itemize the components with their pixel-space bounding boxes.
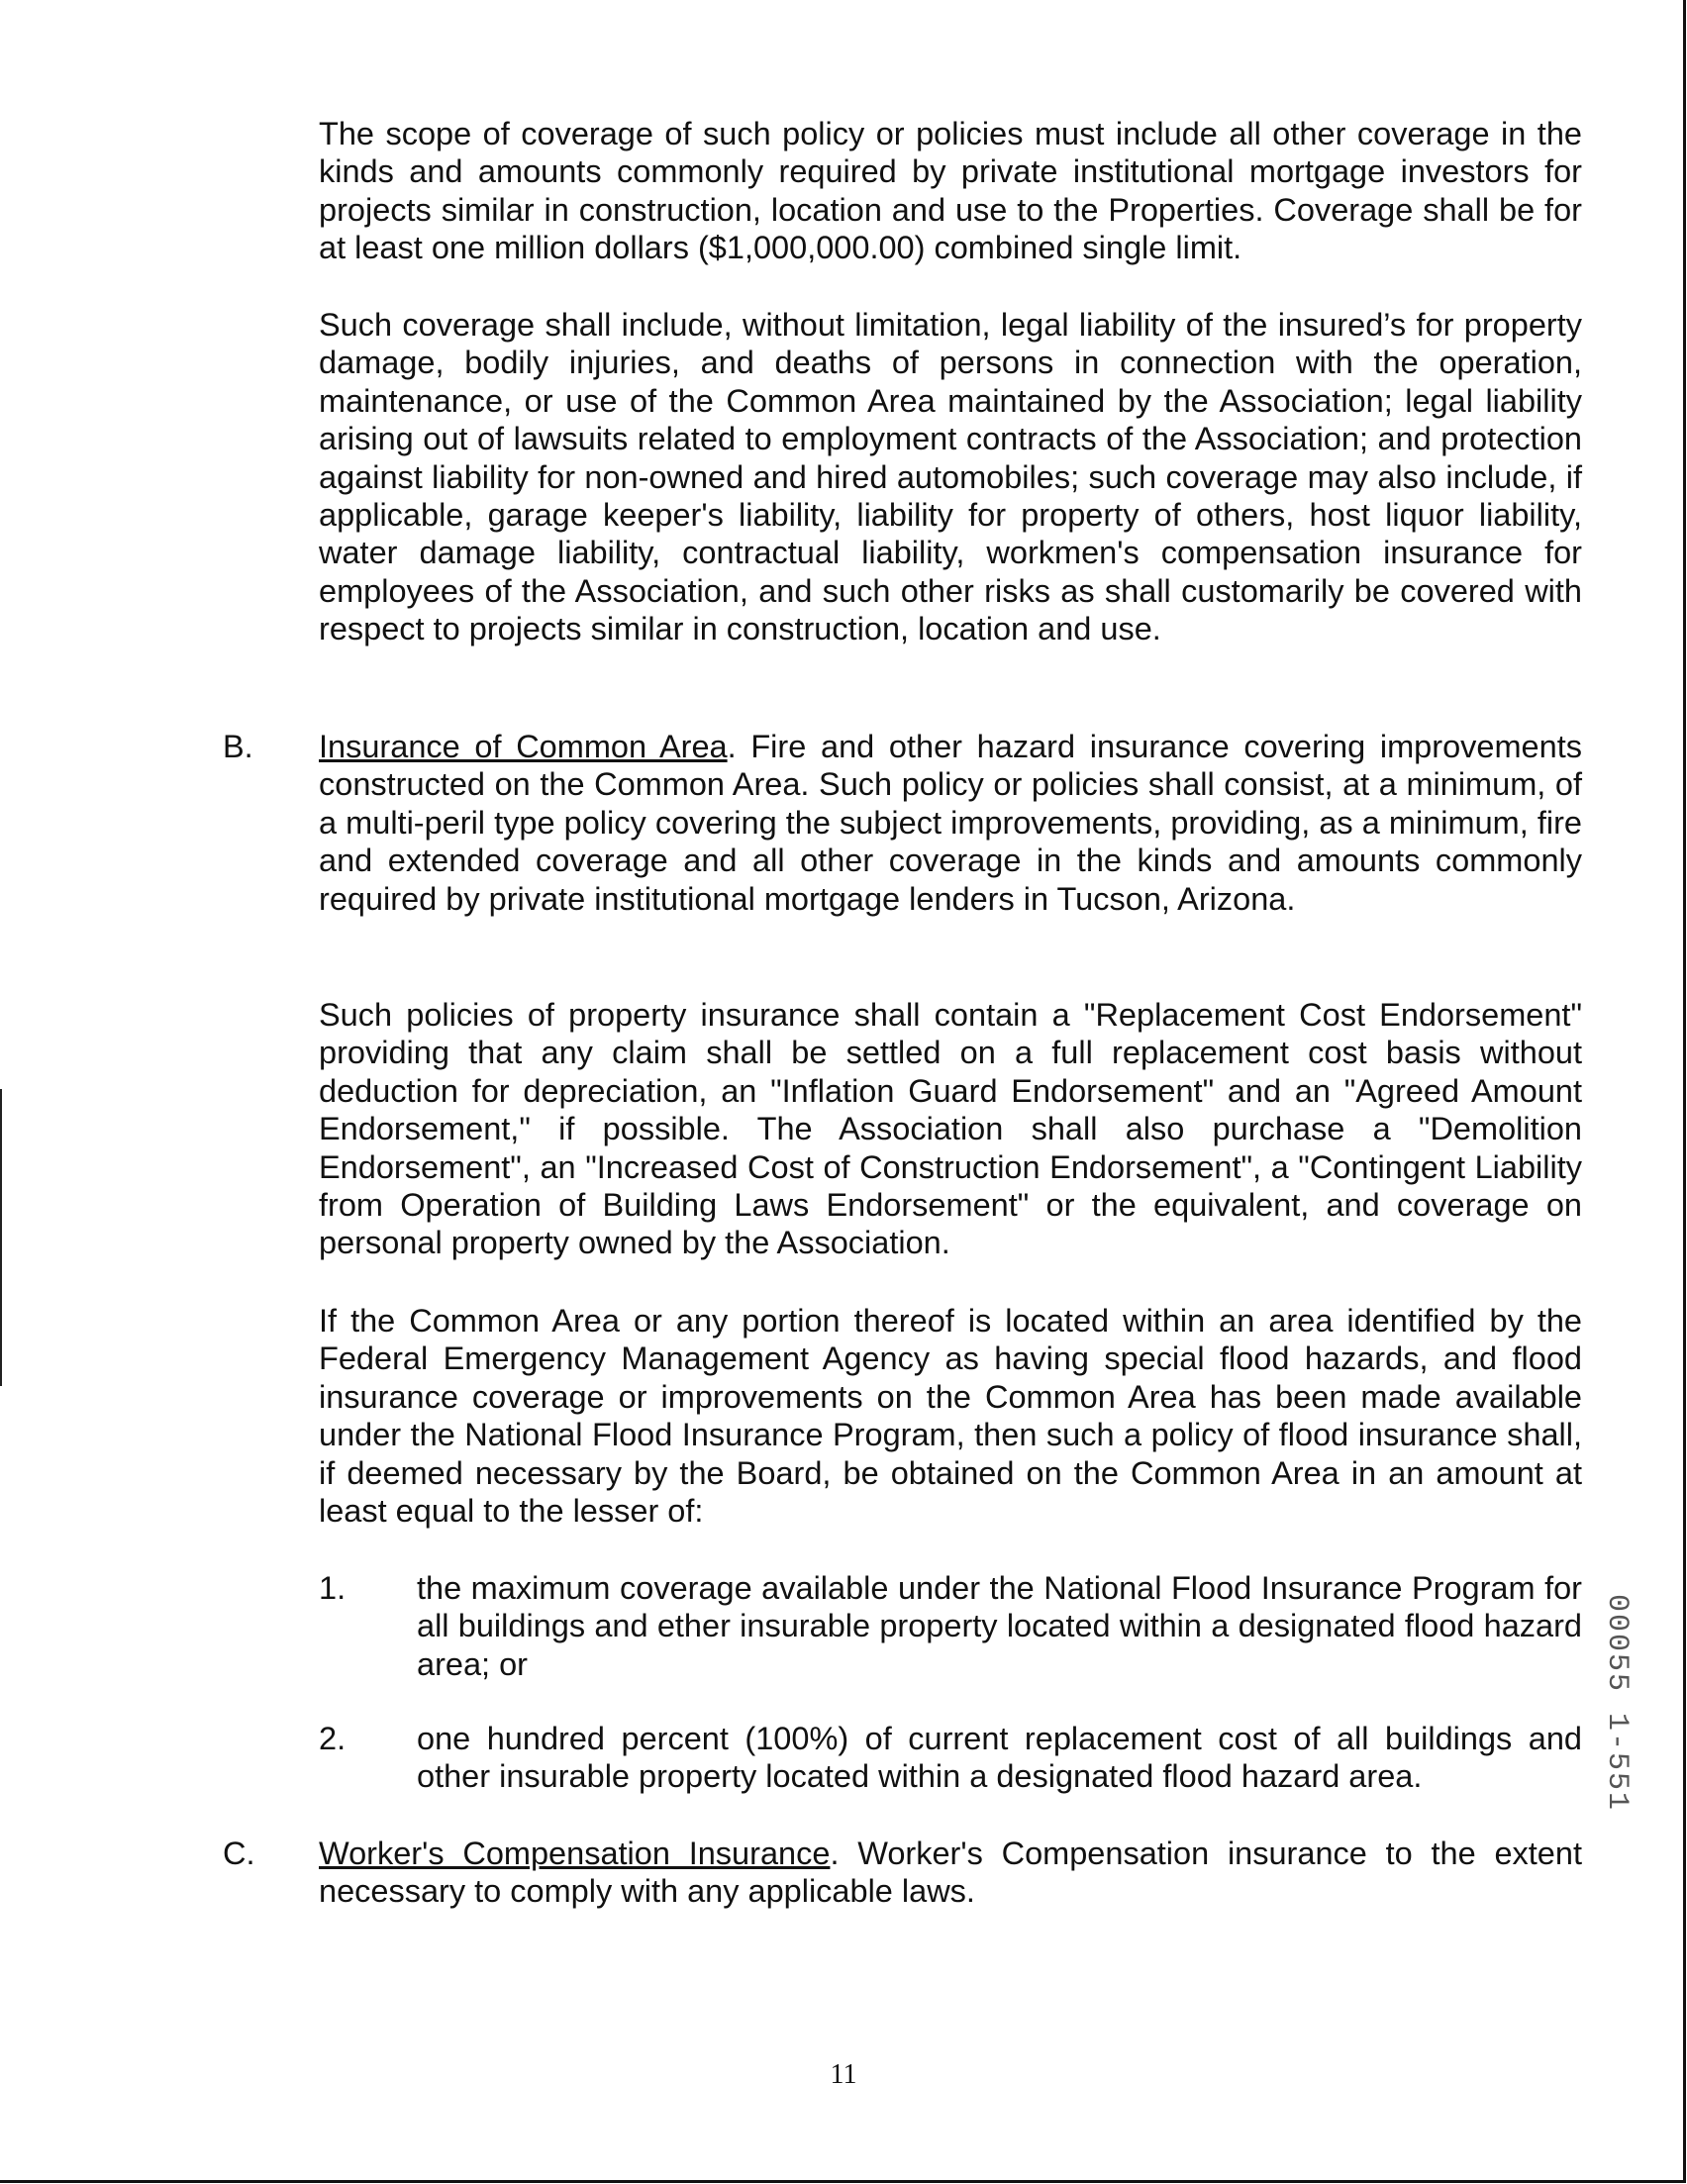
scan-edge-line <box>0 1089 2 1386</box>
section-c-paragraph <box>319 1835 1582 1911</box>
section-b-letter: B. <box>223 729 253 764</box>
section-c-heading: Worker's Compensation Insurance <box>319 1836 831 1871</box>
page-number: 11 <box>830 2059 857 2090</box>
section-b-heading: Insurance of Common Area <box>319 729 728 764</box>
section-c-text: . Worker's Compensation insurance to the extent necessary to comply with any applicable laws. <box>319 1836 1582 1910</box>
section-c-letter: C. <box>223 1836 255 1871</box>
list-item: one hundred percent (100%) of current replacement cost of all buildings and other insurable property located within a designated flood hazard area. <box>417 1721 1582 1795</box>
paragraph-replacement-cost: Such policies of property insurance shall contain a "Replacement Cost Endorsement" providing that any claim shall be settled on a full replacement cost basis without deduction for depreciation, an "Inflation Guard Endorsement" and an "Agreed Amount Endorsement," if possible. The Association shall also purchase a "Demolition Endorsement", an "Increased Cost of Construction Endorsement", a "Contingent Liability from Operation of Building Laws Endorsement" or the equivalent, and coverage on personal property owned by the Association. <box>319 997 1582 1261</box>
paragraph-coverage-scope: The scope of coverage of such policy or policies must include all other coverage in the kinds and amounts commonly required by private institutional mortgage investors for projects similar in construction, location and use to the Properties. Coverage shall be for at least one million dollars ($1,000,000.00) combined single limit. <box>319 116 1582 266</box>
side-stamp-text: 00055 1-551 <box>1600 1594 1634 1813</box>
section-b-paragraph <box>319 728 1582 918</box>
section-b-intro: . Fire and other hazard insurance covering improvements constructed on the Common Area. Such policy or policies shall consist, at a minimum, of a multi-peril type policy covering the subject improvements, providing, as a minimum, fire and extended coverage and all other coverage in the kinds and amounts commonly required by private institutional mortgage lenders in Tucson, Arizona. <box>319 729 1582 917</box>
paragraph-coverage-liability: Such coverage shall include, without limitation, legal liability of the insured’s for property damage, bodily injuries, and deaths of persons in connection with the operation, maintenance, or use of the Common Area maintained by the Association; legal liability arising out of lawsuits related to employment contracts of the Association; and protection against liability for non-owned and hired automobiles; such coverage may also include, if applicable, garage keeper's liability, liability for property of others, host liquor liability, water damage liability, contractual liability, workmen's compensation insurance for employees of the Association, and such other risks as shall customarily be covered with respect to projects similar in construction, location and use. <box>319 307 1582 647</box>
list-item: the maximum coverage available under the National Flood Insurance Program for all buildings and ether insurable property located within a designated flood hazard area; or <box>417 1570 1582 1682</box>
list-item-number: 2. <box>319 1721 347 1756</box>
list-item-number: 1. <box>319 1570 347 1606</box>
side-stamp <box>1602 1594 1641 1851</box>
paragraph-flood-insurance: If the Common Area or any portion thereof is located within an area identified by the Federal Emergency Management Agency as having special flood hazards, and flood insurance coverage or improvements on the Common Area has been made available under the National Flood Insurance Program, then such a policy of flood insurance shall, if deemed necessary by the Board, be obtained on the Common Area in an amount at least equal to the lesser of: <box>319 1303 1582 1530</box>
